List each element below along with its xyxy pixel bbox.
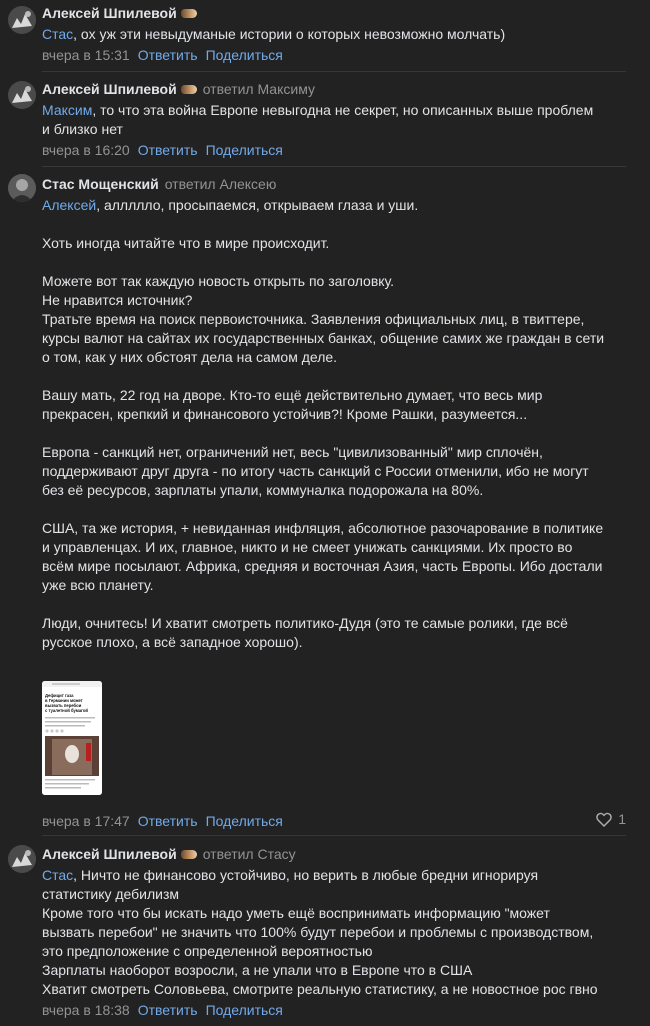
timestamp[interactable]: вчера в 16:20 (42, 142, 130, 158)
comment-body: , аллллло, просыпаемся, открываем глаза и уши. Хоть иногда читайте что в мире происходит. Можете вот так каждую новость открыть по заголовку. Не нравится источник? Тратьте время на поиск первоисточника. Заявления официальных лиц, в твиттере, курсы валют на сайтах их государственных банках, общение самих же граждан в сети о том, как у них обстоят дела на самом деле. Вашу мать, 22 год на дворе. Кто-то ещё действительно думает, что весь мир прекрасен, крепкий и финансового устойчив?! Кроме Рашки, разумеется... Европа - санкций нет, ограничений нет, весь "цивилизованный" мир сплочён, поддерживают друг друга - по итогу часть санкций с России отменили, ибо не могут без её ресурсов, зарплаты упали, коммуналка подорожала на 80%. США, та же история, + невиданная инфляция, абсолютное разочарование в политике и управленцах. И их, главное, никто и не смеет унижать санкциями. Их просто во всём мире посылают. Африка, средняя и восточная Азия, часть Европы. Ибо достали уже всю планету. Люди, очнитесь! И хватит смотреть политико-Дудя (это те самые ролики, где всё русское плохо, а всё западное хорошо). (42, 197, 605, 650)
reply-button[interactable]: Ответить (137, 142, 198, 158)
emoji-icon (181, 9, 197, 18)
mention-link[interactable]: Максим (42, 102, 93, 118)
mention-link[interactable]: Стас (42, 867, 74, 883)
replied-to[interactable]: ответил Стасу (202, 846, 296, 862)
comment-body: , Ничто не финансово устойчиво, но верить в любые бредни игнорируя статистику дебилизм Кроме того что бы искать надо уметь ещё воспринимать информацию "может вызвать перебои" не значить что 100% будут перебои и проблемы с производством, это предположение с определенной вероятностью Зарплаты наоборот возросли, а не упали что в Европе что в США Хватит смотреть Соловьева, смотрите реальную статистику, а не новостное рос гвно (42, 867, 598, 997)
divider (42, 166, 626, 167)
author-name[interactable]: Стас Мощенский (42, 176, 159, 192)
comment-text (42, 866, 634, 999)
comment-text (42, 196, 634, 652)
mention-link[interactable]: Алексей (42, 197, 97, 213)
share-button[interactable]: Поделиться (205, 813, 283, 829)
author-name[interactable]: Алексей Шпилевой (42, 846, 177, 862)
like-button[interactable] (596, 810, 626, 829)
reply-button[interactable]: Ответить (137, 47, 198, 63)
comment-meta (42, 141, 634, 160)
attachment-image[interactable] (42, 681, 102, 795)
author-name[interactable]: Алексей Шпилевой (42, 81, 177, 97)
comment-text (42, 25, 634, 44)
emoji-icon (181, 85, 197, 94)
divider (42, 71, 626, 72)
author-name[interactable]: Алексей Шпилевой (42, 5, 177, 21)
emoji-icon (181, 850, 197, 859)
avatar[interactable] (8, 845, 36, 873)
reply-button[interactable]: Ответить (137, 813, 198, 829)
comment-text (42, 101, 634, 139)
divider (42, 835, 626, 836)
replied-to[interactable]: ответил Алексею (164, 176, 277, 192)
comment-body: , ох уж эти невыдуманые истории о которых невозможно молчать) (73, 26, 506, 42)
like-count: 1 (618, 811, 626, 827)
reply-button[interactable]: Ответить (137, 1002, 198, 1018)
replied-to[interactable]: ответил Максиму (202, 81, 315, 97)
avatar[interactable] (8, 81, 36, 109)
timestamp[interactable]: вчера в 15:31 (42, 47, 130, 63)
attachment-headline: Дефицит газа в Германии может вызвать перебои с туалетной бумагой (45, 693, 89, 713)
avatar[interactable] (8, 174, 36, 202)
avatar[interactable] (8, 6, 36, 34)
timestamp[interactable]: вчера в 17:47 (42, 813, 130, 829)
timestamp[interactable]: вчера в 18:38 (42, 1002, 130, 1018)
mention-link[interactable]: Стас (42, 26, 74, 42)
share-button[interactable]: Поделиться (205, 142, 283, 158)
share-button[interactable]: Поделиться (205, 1002, 283, 1018)
comment-meta (42, 46, 634, 65)
share-button[interactable]: Поделиться (205, 47, 283, 63)
comment-meta (42, 1001, 634, 1020)
heart-icon (596, 812, 612, 827)
comment-meta (42, 812, 634, 831)
comment-body: , то что эта война Европе невыгодна не секрет, но описанных выше проблем и близко нет (42, 102, 594, 137)
